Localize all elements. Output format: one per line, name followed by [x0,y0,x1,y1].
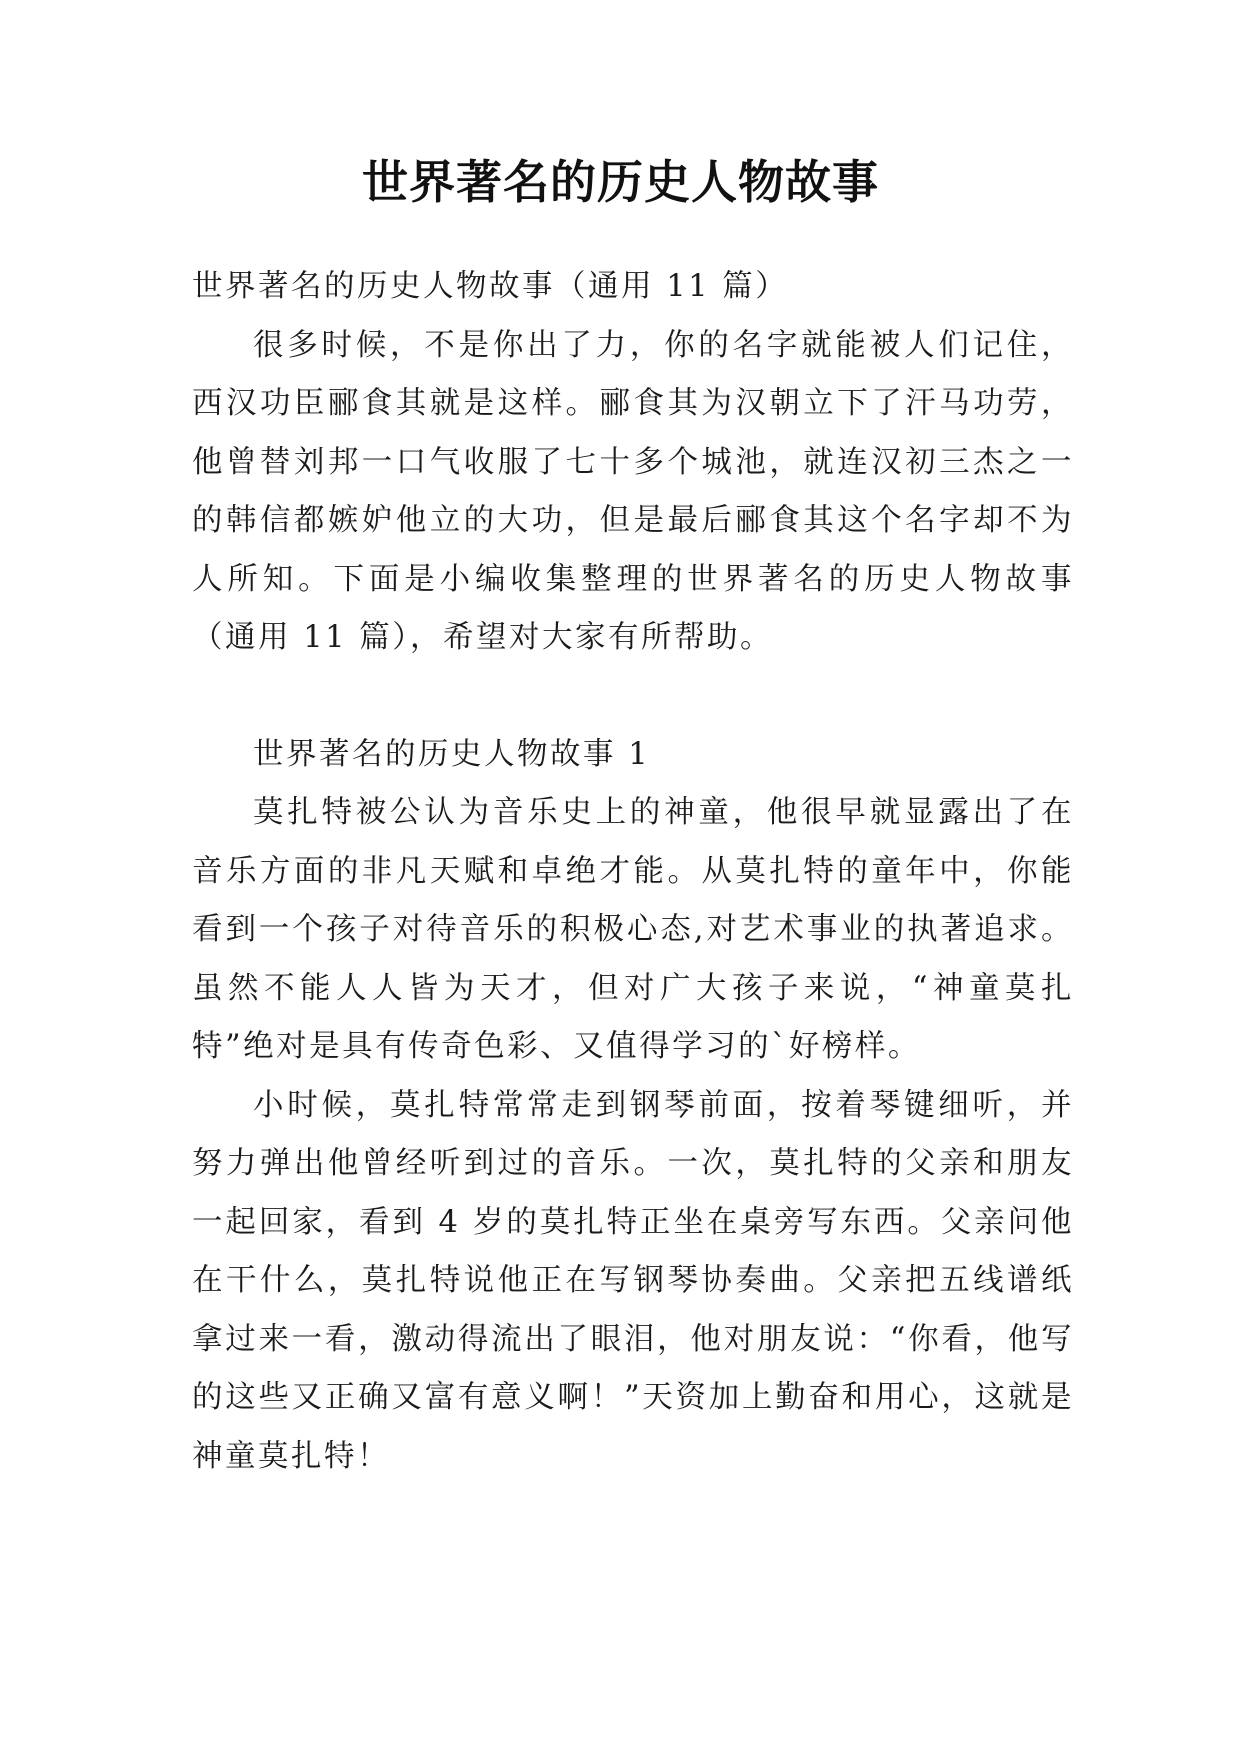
document-body [192,258,1074,1486]
paragraph-gap [192,668,1074,726]
document-subtitle: 世界著名的历史人物故事（通用 11 篇） [192,269,789,304]
body-paragraph: 小时候，莫扎特常常走到钢琴前面，按着琴键细听，并努力弹出他曾经听到过的音乐。一次，莫扎特的父亲和朋友一起回家，看到 4 岁的莫扎特正坐在桌旁写东西。父亲问他在干什么，莫扎特说他正在写钢琴协奏曲。父亲把五线谱纸拿过来一看，激动得流出了眼泪，他对朋友说：“你看，他写的这些又正确又富有意义啊！”天资加上勤奋和用心，这就是神童莫扎特！ [192,1087,1074,1474]
section-heading: 世界著名的历史人物故事 1 [253,736,651,772]
intro-paragraph: 很多时候，不是你出了力，你的名字就能被人们记住，西汉功臣郦食其就是这样。郦食其为汉朝立下了汗马功劳，他曾替刘邦一口气收服了七十多个城池，就连汉初三杰之一的韩信都嫉妒他立的大功，但是最后郦食其这个名字却不为人所知。下面是小编收集整理的世界著名的历史人物故事（通用 11 篇），希望对大家有所帮助。 [192,327,1074,655]
document-title: 世界著名的历史人物故事 [362,155,879,209]
body-paragraph: 莫扎特被公认为音乐史上的神童，他很早就显露出了在音乐方面的非凡天赋和卓绝才能。从莫扎特的童年中，你能看到一个孩子对待音乐的积极心态,对艺术事业的执著追求。虽然不能人人皆为天才，但对广大孩子来说，“神童莫扎特”绝对是具有传奇色彩、又值得学习的`好榜样。 [192,795,1074,1064]
